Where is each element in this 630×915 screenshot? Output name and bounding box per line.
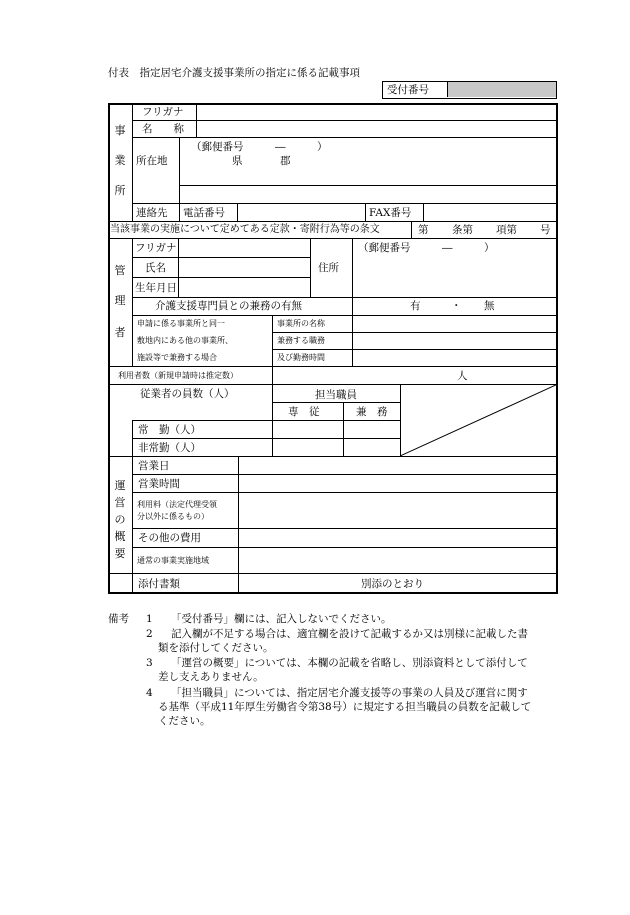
- articles-gou: 号: [540, 224, 551, 236]
- note-2-line-2: 類を添付してください。: [158, 642, 274, 654]
- business-name-label: 名 称: [142, 123, 184, 135]
- concurrent-separator: ・: [451, 300, 462, 312]
- staff-in-charge-label: 担当職員: [315, 389, 357, 401]
- staff-concurrent-label: 兼 務: [356, 406, 388, 418]
- other-office-name-label: 事業所の名称: [277, 319, 325, 328]
- users-count-field[interactable]: [273, 367, 453, 383]
- staff-parttime-label: 非常勤（人）: [138, 442, 201, 454]
- operation-section-char-4: 概: [114, 530, 126, 543]
- business-contact-label: 連絡先: [136, 207, 168, 219]
- manager-section-char-1: 管: [114, 264, 126, 277]
- staff-fulltime-label: 専 従: [288, 406, 320, 418]
- business-days-label: 営業日: [138, 460, 170, 472]
- manager-section-char-2: 理: [114, 294, 126, 307]
- attachment-value: 別添のとおり: [361, 578, 424, 590]
- business-section-char-1: 事: [114, 124, 126, 137]
- manager-section-char-3: 者: [114, 326, 126, 339]
- business-hours-field[interactable]: [239, 475, 556, 491]
- articles-dai: 第: [418, 224, 429, 236]
- manager-birth-label: 生年月日: [135, 282, 177, 294]
- operation-section-char-2: 営: [114, 496, 126, 509]
- manager-furigana-field[interactable]: [179, 239, 309, 256]
- business-prefecture: 県: [232, 155, 243, 167]
- receipt-number-label: 受付番号: [387, 84, 429, 96]
- operation-section-char-5: 要: [114, 547, 126, 560]
- receipt-number-box: [382, 81, 557, 99]
- staff-count-label: 従業者の員数（人）: [140, 388, 235, 400]
- note-4-line-3: ください。: [158, 715, 211, 727]
- other-costs-field[interactable]: [239, 529, 556, 546]
- note-3-line-1: 「運営の概要」については、本欄の記載を省略し、別添資料として添付して: [171, 657, 528, 669]
- business-phone-label: 電話番号: [183, 207, 225, 219]
- form-title: 付表 指定居宅介護支援事業所の指定に係る記載事項: [108, 67, 360, 79]
- business-hours-label: 営業時間: [138, 478, 180, 490]
- duty-hours-line-1: 兼務する職務: [277, 336, 325, 345]
- fee-label-line-1: 利用料（法定代理受領: [137, 500, 217, 509]
- business-address-line2-field[interactable]: [180, 186, 556, 202]
- business-furigana-label: フリガナ: [142, 106, 184, 118]
- manager-furigana-label: フリガナ: [135, 242, 177, 254]
- business-phone-field[interactable]: [238, 204, 364, 220]
- business-fax-field[interactable]: [424, 204, 556, 220]
- business-fax-label: FAX番号: [369, 207, 412, 219]
- other-office-line-2: 敷地内にある他の事業所、: [137, 336, 233, 345]
- note-1-number: 1: [146, 613, 153, 625]
- note-4-number: 4: [146, 687, 153, 699]
- business-section-char-2: 業: [114, 154, 126, 167]
- operation-section-char-1: 運: [114, 479, 126, 492]
- regular-concurrent-field[interactable]: [344, 421, 399, 437]
- staff-diagonal-strike: [400, 384, 558, 456]
- operation-section-char-3: の: [114, 513, 126, 526]
- duty-hours-field[interactable]: [353, 333, 556, 365]
- note-2-line-1: 記入欄が不足する場合は、適宜欄を設けて記載するか又は別様に記載した書: [171, 628, 528, 640]
- service-area-label: 通常の事業実施地域: [137, 556, 209, 565]
- receipt-number-field[interactable]: [447, 82, 556, 97]
- articles-jo: 条第: [452, 224, 473, 236]
- business-section-char-3: 所: [114, 184, 126, 197]
- note-2-number: 2: [146, 628, 153, 640]
- note-3-number: 3: [146, 657, 153, 669]
- other-costs-label: その他の費用: [138, 532, 201, 544]
- fee-field[interactable]: [239, 493, 556, 527]
- users-count-unit: 人: [457, 370, 468, 382]
- other-office-name-field[interactable]: [353, 316, 556, 331]
- service-area-field[interactable]: [239, 548, 556, 572]
- note-1-line-1: 「受付番号」欄には、記入しないでください。: [171, 613, 392, 625]
- business-name-field[interactable]: [197, 121, 556, 136]
- manager-name-field[interactable]: [179, 258, 309, 276]
- business-furigana-field[interactable]: [197, 104, 556, 119]
- business-postal-code[interactable]: （郵便番号 ― ）: [191, 141, 328, 153]
- notes-title: 備考: [108, 613, 129, 625]
- fee-label-line-2: 分以外に係るもの）: [137, 512, 209, 521]
- concurrent-duty-label: 介護支援専門員との兼務の有無: [155, 300, 302, 312]
- business-address-label: 所在地: [136, 155, 168, 167]
- manager-postal-code[interactable]: （郵便番号 ― ）: [358, 242, 495, 254]
- business-days-field[interactable]: [239, 457, 556, 473]
- manager-birth-field[interactable]: [179, 278, 309, 296]
- articles-label: 当該事業の実施について定めてある定款・寄附行為等の条文: [110, 224, 380, 235]
- staff-regular-label: 常 勤（人）: [138, 424, 201, 436]
- parttime-concurrent-field[interactable]: [344, 439, 399, 455]
- note-4-line-2: る基準（平成11年厚生労働省令第38号）に規定する担当職員の員数を記載して: [158, 701, 532, 713]
- other-office-line-3: 施設等で兼務する場合: [137, 353, 217, 362]
- business-county: 郡: [280, 155, 291, 167]
- attachment-label: 添付書類: [138, 578, 180, 590]
- other-office-line-1: 申請に係る事業所と同一: [137, 319, 225, 328]
- note-3-line-2: 差し支えありません。: [158, 671, 264, 683]
- duty-hours-line-2: 及び勤務時間: [277, 353, 325, 362]
- manager-name-label: 氏名: [145, 262, 166, 274]
- users-count-label: 利用者数（新規申請時は推定数）: [118, 371, 238, 380]
- regular-fulltime-field[interactable]: [273, 421, 342, 437]
- articles-kou: 項第: [496, 224, 517, 236]
- parttime-fulltime-field[interactable]: [273, 439, 342, 455]
- concurrent-no-option[interactable]: 無: [484, 300, 495, 312]
- note-4-line-1: 「担当職員」については、指定居宅介護支援等の事業の人員及び運営に関す: [171, 687, 528, 699]
- concurrent-yes-option[interactable]: 有: [410, 300, 421, 312]
- manager-address-label: 住所: [318, 262, 339, 274]
